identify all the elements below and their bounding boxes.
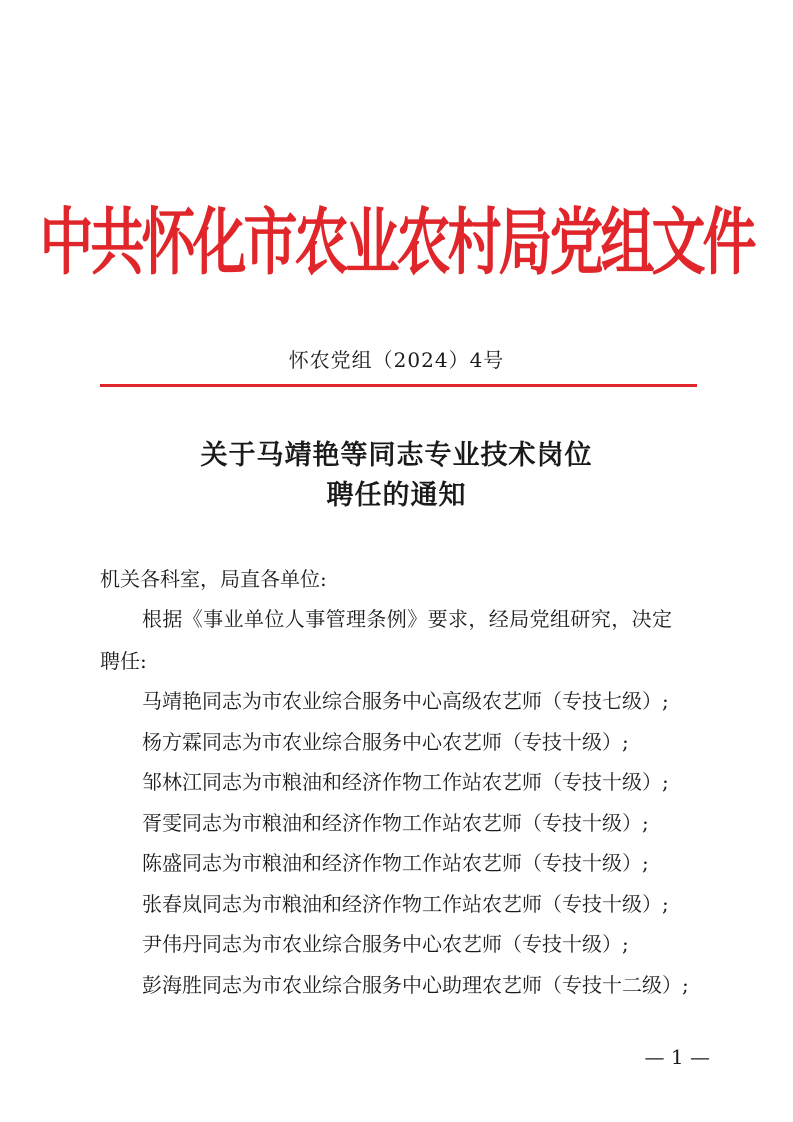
appointment-item: 邹林江同志为市粮油和经济作物工作站农艺师（专技十级）; — [142, 770, 669, 794]
appointment-item: 杨方霖同志为市农业综合服务中心农艺师（专技十级）; — [142, 729, 629, 754]
page-number: — 1 — — [644, 1045, 710, 1069]
body-paragraph-2: 聘任: — [100, 649, 147, 673]
appointment-item: 马靖艳同志为市农业综合服务中心高级农艺师（专技七级）; — [142, 689, 669, 713]
body-paragraph-1: 根据《事业单位人事管理条例》要求，经局党组研究，决定 — [142, 607, 673, 631]
red-separator-line — [100, 384, 697, 387]
appointment-item: 张春岚同志为市粮油和经济作物工作站农艺师（专技十级）; — [142, 891, 669, 916]
notice-title-line-1: 关于马靖艳等同志专业技术岗位 — [200, 440, 593, 471]
document-number: 怀农党组（2024）4号 — [288, 348, 505, 372]
appointment-item: 尹伟丹同志为市农业综合服务中心农艺师（专技十级）; — [142, 932, 629, 956]
red-header-title: 中共怀化市农业农村局党组文件 — [39, 199, 754, 285]
appointment-item: 胥雯同志为市粮油和经济作物工作站农艺师（专技十级）; — [142, 810, 649, 835]
appointment-list — [142, 686, 710, 1010]
recipients-line: 机关各科室，局直各单位: — [100, 567, 327, 591]
appointment-item: 陈盛同志为市粮油和经济作物工作站农艺师（专技十级）; — [142, 851, 649, 875]
notice-title-line-2: 聘任的通知 — [326, 480, 467, 511]
notice-title — [0, 436, 793, 516]
appointment-item: 彭海胜同志为市农业综合服务中心助理农艺师（专技十二级）; — [142, 972, 689, 997]
